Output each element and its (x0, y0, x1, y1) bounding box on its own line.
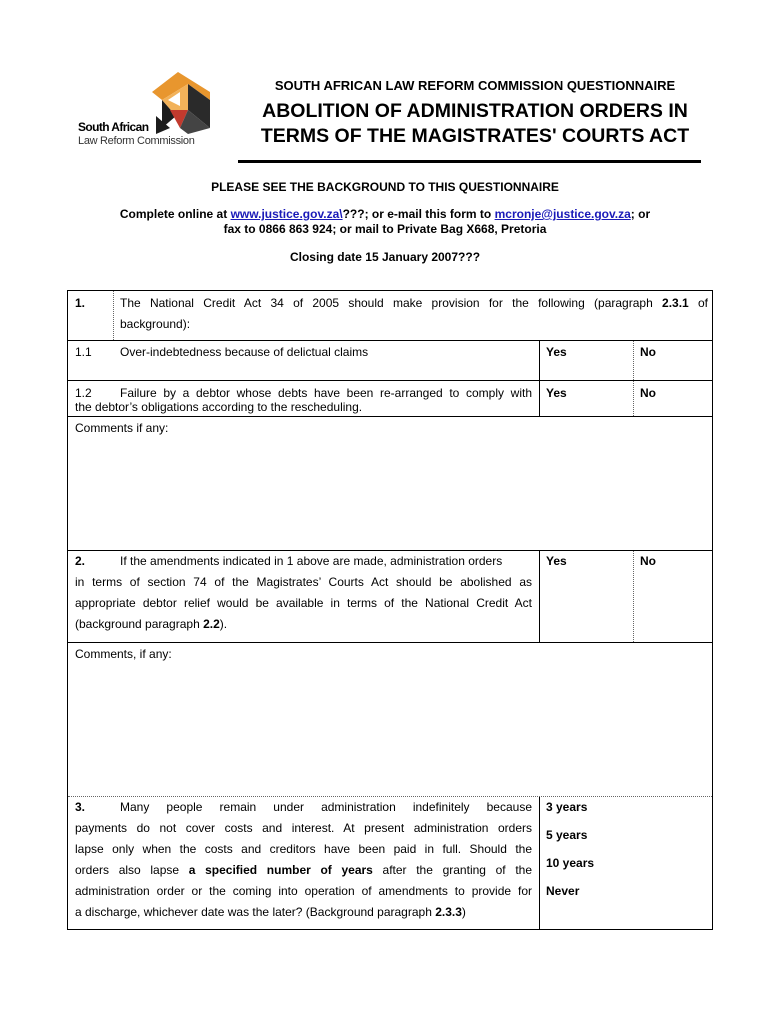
q1-1-number: 1.1 (75, 345, 92, 359)
q2-line4-a: (background paragraph (75, 617, 204, 631)
website-link[interactable]: www.justice.gov.za\ (230, 207, 343, 221)
q3-option-10-years[interactable]: 10 years (546, 856, 595, 870)
q3-option-never[interactable]: Never (546, 884, 580, 898)
q1-text-b: of (688, 296, 708, 310)
q1-1-no-option[interactable]: No (640, 345, 656, 359)
logo-name-line2: Law Reform Commission (78, 135, 195, 147)
q2-no-option[interactable]: No (640, 554, 656, 568)
page-title-line2: TERMS OF THE MAGISTRATES' COURTS ACT (260, 125, 690, 147)
q2-yes-option[interactable]: Yes (546, 554, 567, 568)
col-divider (539, 796, 540, 930)
q1-comments-label: Comments if any: (75, 421, 169, 435)
q3-line6-b: ) (461, 905, 466, 919)
logo-name-line1: South African (78, 120, 149, 134)
q1-comments-field[interactable] (69, 439, 709, 547)
q3-line1: Many people remain under administration indefinitely because (120, 800, 532, 814)
closing-date: Closing date 15 January 2007??? (289, 250, 481, 264)
contact-line2: fax to 0866 863 924; or mail to Private Bag X668, Pretoria (223, 222, 547, 236)
q3-line2: payments do not cover costs and interest. At present administration orders (75, 821, 532, 835)
q1-2-text-line1: Failure by a debtor whose debts have been re-arranged to comply with (120, 386, 532, 400)
q2-line4-b: ). (219, 617, 228, 631)
q3-line3: lapse only when the costs and creditors have been paid in full. Should the (75, 842, 532, 856)
q3-line6-a: a discharge, whichever date was the later? (Background paragraph (75, 905, 436, 919)
q2-line4 (75, 614, 227, 635)
q1-number: 1. (75, 296, 86, 310)
row-divider (68, 340, 712, 341)
q1-2-text-line2: the debtor’s obligations according to the rescheduling. (75, 400, 363, 414)
col-divider (539, 550, 540, 642)
q2-comments-field[interactable] (69, 665, 709, 793)
org-title: SOUTH AFRICAN LAW REFORM COMMISSION QUESTIONNAIRE (274, 78, 676, 93)
header-rule (238, 160, 701, 163)
q3-line5: administration order or the coming into operation of amendments to provide for (75, 884, 532, 898)
q3-option-3-years[interactable]: 3 years (546, 800, 588, 814)
q1-text-line2: background): (120, 317, 191, 331)
contact-instructions (60, 207, 710, 237)
q2-line3: appropriate debtor relief would be available in terms of the National Credit Act (75, 596, 532, 610)
q1-2-number: 1.2 (75, 386, 92, 400)
q3-number: 3. (75, 800, 86, 814)
q1-1-yes-option[interactable]: Yes (546, 345, 567, 359)
contact-mid: ???; or e-mail this form to (342, 207, 495, 221)
q2-line1: If the amendments indicated in 1 above are made, administration orders (120, 554, 503, 568)
page-title (240, 99, 710, 149)
col-divider-dotted (633, 550, 634, 642)
q3-option-5-years[interactable]: 5 years (546, 828, 588, 842)
q1-1-text: Over-indebtedness because of delictual claims (120, 345, 369, 359)
q2-ref: 2.2 (203, 617, 220, 631)
page-title-line1: ABOLITION OF ADMINISTRATION ORDERS IN (262, 100, 688, 122)
q1-text (120, 293, 708, 314)
q1-ref: 2.3.1 (662, 296, 689, 310)
q1-2-no-option[interactable]: No (640, 386, 656, 400)
q3-line4 (75, 860, 532, 881)
contact-suffix: ; or (630, 207, 651, 221)
q3-ref: 2.3.3 (435, 905, 462, 919)
email-link[interactable]: mcronje@justice.gov.za (494, 207, 631, 221)
col-divider-dotted (633, 340, 634, 416)
see-background-note: PLEASE SEE THE BACKGROUND TO THIS QUESTIONNAIRE (211, 180, 559, 194)
q2-comments-label: Comments, if any: (75, 647, 172, 661)
q1-text-a: The National Credit Act 34 of 2005 should make provision for the following (paragraph (120, 296, 663, 310)
q2-line2: in terms of section 74 of the Magistrates’ Courts Act should be abolished as (75, 575, 532, 589)
salrc-logo (70, 70, 220, 152)
row-divider (68, 642, 712, 643)
contact-prefix: Complete online at (119, 207, 231, 221)
q3-emphasis: a specified number of years (188, 863, 373, 877)
q3-line4-a: orders also lapse (75, 863, 189, 877)
row-divider (68, 416, 712, 417)
col-divider (539, 340, 540, 416)
q2-number: 2. (75, 554, 86, 568)
q3-line4-b: after the granting of the (372, 863, 532, 877)
q3-line6 (75, 902, 466, 923)
col-divider-dotted (113, 291, 114, 340)
q1-2-yes-option[interactable]: Yes (546, 386, 567, 400)
row-divider (68, 380, 712, 381)
questionnaire-table (67, 290, 713, 930)
